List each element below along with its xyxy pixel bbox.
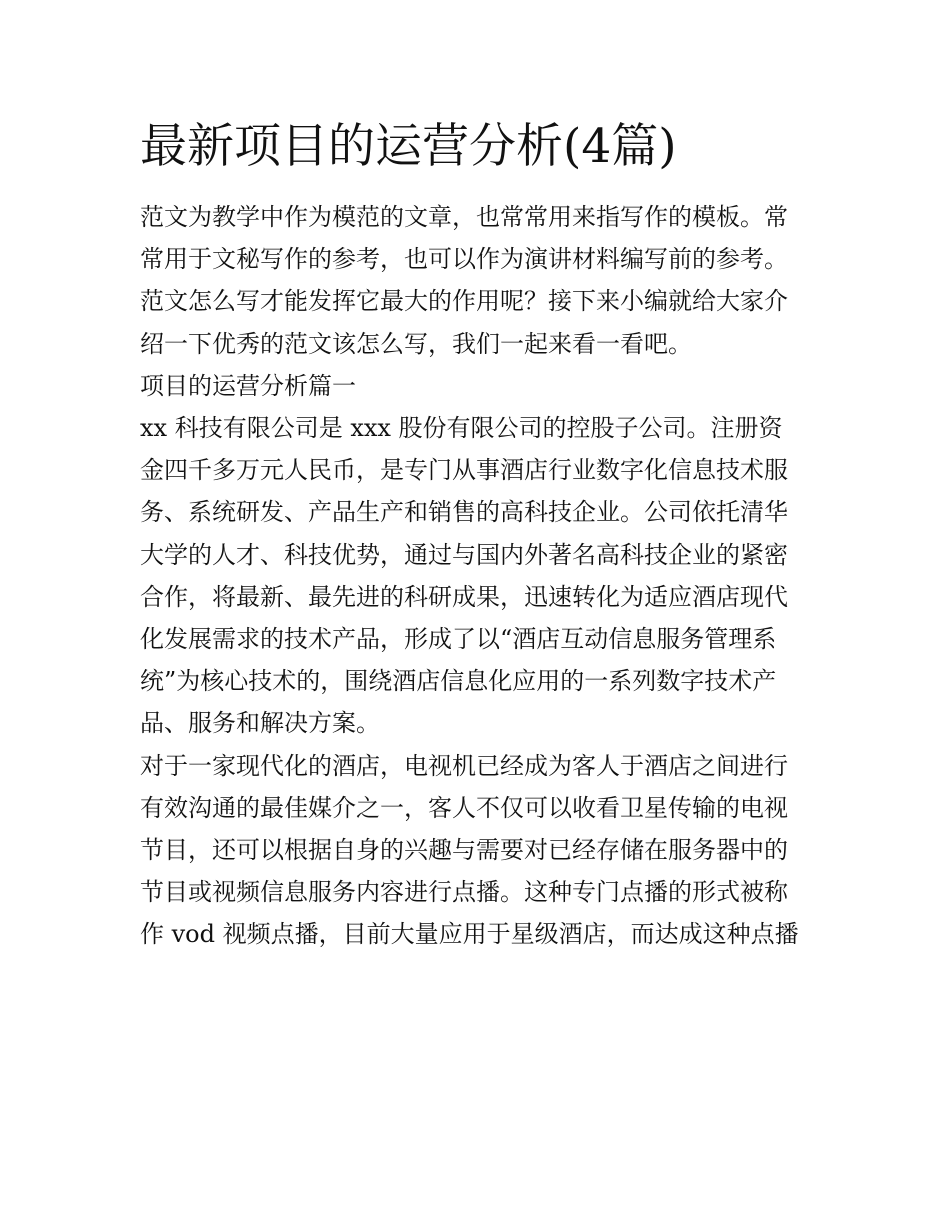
paragraph-line: 常用于文秘写作的参考，也可以作为演讲材料编写前的参考。	[140, 245, 788, 274]
document-body	[140, 196, 812, 956]
paragraph-line: 合作，将最新、最先进的科研成果，迅速转化为适应酒店现代	[140, 582, 788, 611]
document-title: 最新项目的运营分析(4篇)	[140, 119, 677, 174]
paragraph-line: 范文为教学中作为模范的文章，也常常用来指写作的模板。常	[140, 203, 788, 231]
paragraph-line: 大学的人才、科技优势，通过与国内外著名高科技企业的紧密	[140, 540, 788, 569]
paragraph-line: xx 科技有限公司是 xxx 股份有限公司的控股子公司。注册资	[140, 414, 783, 443]
paragraph-line: 节目或视频信息服务内容进行点播。这种专门点播的形式被称	[140, 878, 788, 907]
paragraph-line: 作 vod 视频点播，目前大量应用于星级酒店，而达成这种点播	[140, 920, 799, 949]
paragraph-line: 有效沟通的最佳媒介之一，客人不仅可以收看卫星传输的电视	[140, 793, 788, 822]
paragraph-line: 金四千多万元人民币，是专门从事酒店行业数字化信息技术服	[140, 456, 788, 485]
document-content	[140, 112, 812, 956]
paragraph-line: 范文怎么写才能发挥它最大的作用呢？接下来小编就给大家介	[140, 287, 788, 316]
paragraph-line: 绍一下优秀的范文该怎么写，我们一起来看一看吧。	[140, 329, 692, 358]
paragraph-line: 对于一家现代化的酒店，电视机已经成为客人于酒店之间进行	[140, 751, 788, 780]
paragraph-line: 务、系统研发、产品生产和销售的高科技企业。公司依托清华	[140, 498, 788, 527]
paragraph-line: 节目，还可以根据自身的兴趣与需要对已经存储在服务器中的	[140, 836, 788, 865]
paragraph-line: 统”为核心技术的，围绕酒店信息化应用的一系列数字技术产	[140, 667, 777, 696]
section-heading: 项目的运营分析篇一	[140, 371, 356, 400]
paragraph-line: 化发展需求的技术产品，形成了以“酒店互动信息服务管理系	[140, 625, 777, 654]
paragraph-line: 品、服务和解决方案。	[140, 709, 380, 738]
